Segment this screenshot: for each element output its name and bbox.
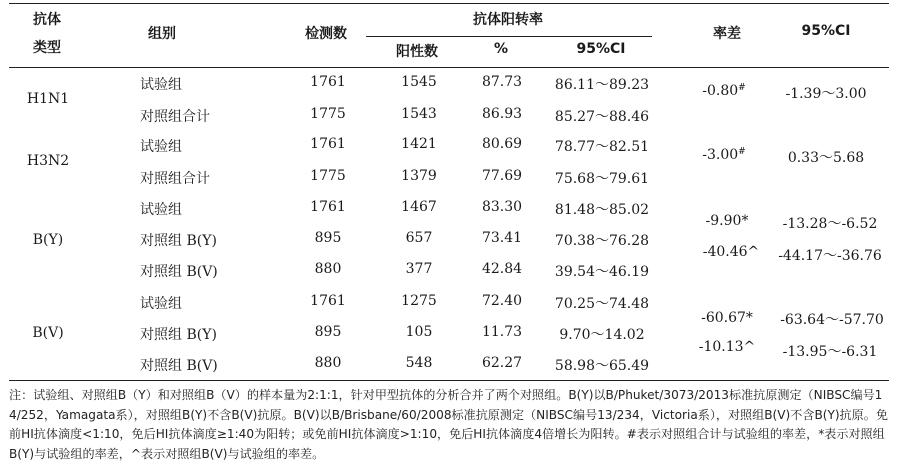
header-count: 检测数 [305, 26, 347, 42]
diff-value-h3n2: -3.00# [702, 147, 746, 163]
header-type-line2: 类型 [33, 40, 61, 56]
cell-percent: 77.69 [481, 168, 523, 184]
header-sub-rule [366, 36, 652, 37]
diff-value-by-2: -40.46^ [702, 244, 760, 260]
cell-ci: 75.68～79.61 [554, 171, 650, 187]
cell-positive: 1275 [401, 293, 437, 309]
cell-count: 1761 [310, 74, 346, 90]
diff-value-bv-2: -10.13^ [698, 339, 756, 355]
diff-value-h1n1: -0.80# [702, 83, 746, 99]
cell-count: 1761 [310, 293, 346, 309]
header-diff: 率差 [713, 26, 741, 42]
cell-ci: 85.27～88.46 [554, 109, 650, 125]
cell-positive: 1545 [401, 74, 437, 90]
cell-count: 1775 [310, 168, 346, 184]
header-ci: 95%CI [576, 41, 626, 57]
diff-ci-h3n2: 0.33～5.68 [787, 150, 865, 166]
cell-positive: 1421 [401, 136, 437, 152]
diff-ci-by-2: -44.17～-36.76 [778, 248, 882, 264]
cell-group: 对照组合计 [140, 171, 210, 187]
cell-percent: 87.73 [481, 74, 523, 90]
cell-positive: 1467 [401, 199, 437, 215]
cell-ci: 81.48～85.02 [554, 202, 650, 218]
cell-group: 试验组 [140, 139, 182, 155]
cell-positive: 1543 [401, 106, 437, 122]
cell-count: 895 [314, 230, 342, 246]
cell-positive: 1379 [401, 168, 437, 184]
cell-ci: 70.38～76.28 [554, 233, 650, 249]
cell-count: 1761 [310, 199, 346, 215]
diff-value-by-1: -9.90* [705, 213, 749, 229]
cell-percent: 80.69 [481, 136, 523, 152]
cell-percent: 83.30 [481, 199, 523, 215]
cell-count: 880 [314, 355, 342, 371]
cell-group: 试验组 [140, 77, 182, 93]
header-percent: % [493, 41, 509, 57]
cell-percent: 62.27 [481, 355, 523, 371]
cell-percent: 86.93 [481, 106, 523, 122]
cell-antibody-type: B(V) [32, 325, 64, 341]
cell-positive: 377 [405, 261, 433, 277]
cell-positive: 657 [405, 230, 433, 246]
diff-ci-h1n1: -1.39～3.00 [785, 86, 867, 102]
cell-count: 1761 [310, 136, 346, 152]
cell-count: 895 [314, 324, 342, 340]
header-seroconversion: 抗体阳转率 [473, 12, 543, 28]
cell-group: 对照组 B(Y) [140, 233, 217, 249]
cell-group: 试验组 [140, 202, 182, 218]
cell-percent: 11.73 [481, 324, 523, 340]
cell-count: 880 [314, 261, 342, 277]
cell-group: 对照组 B(Y) [140, 327, 217, 343]
cell-group: 对照组 B(V) [140, 358, 218, 374]
diff-ci-bv-1: -63.64～-57.70 [780, 312, 884, 328]
cell-antibody-type: H3N2 [26, 153, 70, 169]
header-positive: 阳性数 [396, 44, 438, 60]
cell-antibody-type: H1N1 [26, 91, 70, 107]
table-bottom-rule [9, 380, 889, 381]
diff-ci-bv-2: -13.95～-6.31 [782, 344, 878, 360]
cell-ci: 78.77～82.51 [554, 139, 650, 155]
header-bottom-rule [9, 67, 889, 68]
cell-ci: 86.11～89.23 [554, 77, 650, 93]
cell-ci: 9.70～14.02 [559, 327, 645, 343]
table-footnote: 注：试验组、对照组B（Y）和对照组B（V）的样本量为2:1:1，针对甲型抗体的分析合并了两个对照组。B(Y)以B/Phuket/3073/2013标准抗原测定（NIBSC编号14/252，Yamagata系），对照组B(Y)不含B(V)抗原。B(V)以B/Brisbane/60/2008标准抗原测定（NIBSC编号13/234，Victoria系），对照组B(V)不含B(Y)抗原。免前HI抗体滴度<1:10，免后HI抗体滴度≥1:40为阳转；或免前HI抗体滴度>1:10，免后HI抗体滴度4倍增长为阳转。#表示对照组合计与试验组的率差，*表示对照组B(Y)与试验组的率差，^表示对照组B(V)与试验组的率差。 [9, 388, 888, 462]
cell-positive: 105 [405, 324, 433, 340]
cell-ci: 58.98～65.49 [554, 358, 650, 374]
cell-ci: 70.25～74.48 [554, 296, 650, 312]
header-type-line1: 抗体 [33, 12, 61, 28]
cell-group: 对照组合计 [140, 109, 210, 125]
cell-percent: 73.41 [481, 230, 523, 246]
table-top-rule [9, 3, 889, 4]
cell-count: 1775 [310, 106, 346, 122]
cell-percent: 42.84 [481, 261, 523, 277]
cell-group: 对照组 B(V) [140, 264, 218, 280]
header-diff-ci: 95%CI [801, 23, 851, 39]
cell-antibody-type: B(Y) [32, 232, 64, 248]
cell-positive: 548 [405, 355, 433, 371]
cell-ci: 39.54～46.19 [554, 264, 650, 280]
cell-group: 试验组 [140, 296, 182, 312]
diff-ci-by-1: -13.28～-6.52 [782, 216, 878, 232]
header-group: 组别 [148, 26, 176, 42]
diff-value-bv-1: -60.67* [701, 310, 753, 326]
cell-percent: 72.40 [481, 293, 523, 309]
